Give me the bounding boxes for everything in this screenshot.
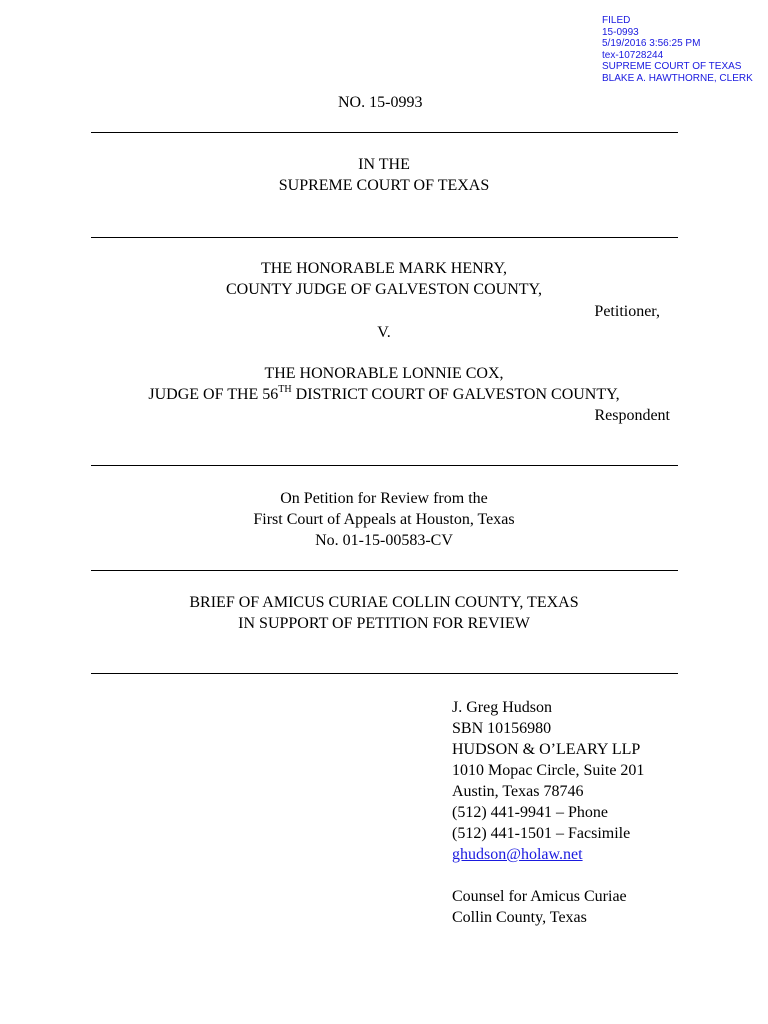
court-line-2: SUPREME COURT OF TEXAS — [278, 177, 490, 194]
stamp-envelope-id: tex-10728244 — [602, 49, 664, 61]
counsel-role-1: Counsel for Amicus Curiae — [452, 888, 627, 905]
divider — [91, 465, 678, 466]
respondent-name: THE HONORABLE LONNIE COX, — [264, 365, 504, 382]
petitioner-name: THE HONORABLE MARK HENRY, — [261, 260, 507, 277]
firm-name: HUDSON & O’LEARY LLP — [452, 741, 641, 758]
respondent-title-pre: JUDGE OF THE 56 — [148, 386, 279, 403]
divider — [91, 237, 678, 238]
divider — [91, 132, 678, 133]
ordinal-suffix: TH — [278, 383, 292, 395]
respondent-role: Respondent — [594, 407, 670, 424]
divider — [91, 570, 678, 571]
petitioner-title: COUNTY JUDGE OF GALVESTON COUNTY, — [225, 281, 543, 298]
fax: (512) 441-1501 – Facsimile — [452, 825, 631, 842]
versus: V. — [377, 324, 391, 341]
stamp-filed: FILED — [602, 15, 631, 26]
review-line-1: On Petition for Review from the — [280, 490, 488, 507]
review-line-2: First Court of Appeals at Houston, Texas — [253, 511, 515, 528]
case-number: NO. 15-0993 — [338, 94, 423, 111]
stamp-court: SUPREME COURT OF TEXAS — [602, 61, 742, 72]
email-link[interactable]: ghudson@holaw.net — [452, 846, 583, 863]
brief-title-line-1: BRIEF OF AMICUS CURIAE COLLIN COUNTY, TEXAS — [189, 594, 579, 611]
counsel-block — [452, 697, 644, 928]
respondent-title-post: DISTRICT COURT OF GALVESTON COUNTY, — [291, 386, 620, 403]
stamp-case-number: 15-0993 — [602, 26, 639, 38]
address-line-2: Austin, Texas 78746 — [452, 783, 584, 800]
stamp-timestamp: 5/19/2016 3:56:25 PM — [602, 38, 701, 49]
phone: (512) 441-9941 – Phone — [452, 804, 608, 821]
divider — [91, 673, 678, 674]
petitioner-role: Petitioner, — [594, 303, 660, 320]
address-line-1: 1010 Mopac Circle, Suite 201 — [452, 762, 645, 779]
stamp-clerk: BLAKE A. HAWTHORNE, CLERK — [602, 72, 753, 84]
review-line-3: No. 01-15-00583-CV — [315, 532, 453, 549]
respondent-title — [0, 385, 768, 405]
counsel-name: J. Greg Hudson — [452, 699, 552, 716]
spacer — [452, 865, 644, 886]
court-line-1: IN THE — [358, 156, 410, 173]
filing-stamp — [602, 15, 766, 84]
counsel-role-2: Collin County, Texas — [452, 909, 587, 926]
counsel-sbn: SBN 10156980 — [452, 720, 552, 737]
brief-title-line-2: IN SUPPORT OF PETITION FOR REVIEW — [238, 615, 530, 632]
